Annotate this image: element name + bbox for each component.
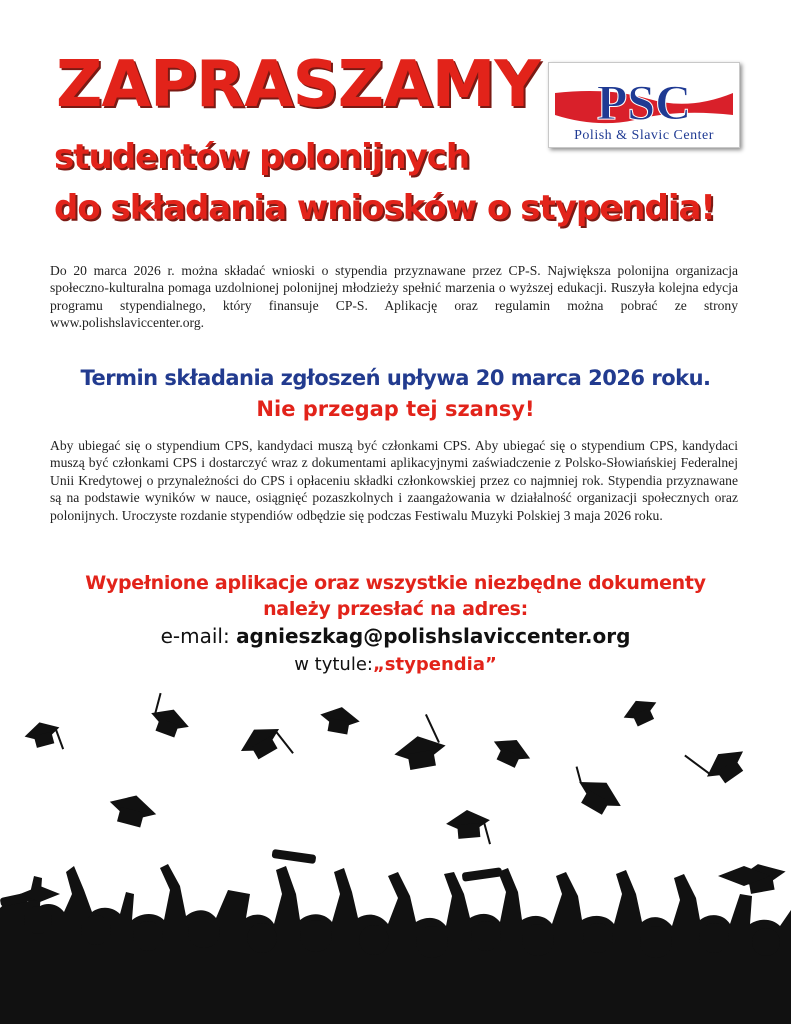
logo-caption: Polish & Slavic Center (574, 128, 714, 143)
head-icon (640, 926, 672, 958)
head-icon (247, 923, 277, 953)
head-icon (583, 923, 613, 953)
psc-logo-graphic (549, 63, 739, 147)
submission-instruction-2: należy przesłać na adres: (263, 598, 528, 620)
email-line (0, 624, 791, 648)
subject-label: w tytule: (294, 654, 373, 675)
submission-instruction: Wypełnione aplikacje oraz wszystkie niezbędne dokumenty (85, 572, 706, 594)
cap-icon (235, 719, 293, 776)
head-icon (359, 925, 389, 955)
head-icon (471, 921, 501, 951)
head-icon (24, 906, 52, 934)
cap-icon (488, 732, 535, 772)
graduates-silhouette (0, 680, 791, 1024)
cap-icon (685, 727, 752, 793)
intro-paragraph: Do 20 marca 2026 r. można składać wnioski o stypendia przyznawane przez CP-S. Największa polonijna organizacja społeczno-kulturalna pomaga uzdolnionej polonijnej młodzieży spełnić marzenia o wyższej edukacji. Ruszyła kolejna edycja programu stypendialnego, który finansuje CP-S. Aplikację oraz regulamin można pobrać ze strony www.polishslaviccenter.org. (50, 263, 738, 331)
cap-icon (22, 718, 65, 758)
headline-title: ZAPRASZAMY (56, 48, 540, 122)
email-address[interactable]: agnieszkag@polishslaviccenter.org (236, 624, 631, 648)
subject-line (0, 654, 791, 675)
cap-icon (318, 704, 362, 737)
head-icon (416, 926, 448, 958)
diploma-icon (272, 849, 317, 864)
head-icon (752, 928, 780, 956)
cap-icon (562, 766, 627, 821)
email-label: e-mail: (160, 624, 230, 648)
logo-acronym: PSC (596, 74, 692, 130)
diploma-icon (462, 867, 503, 881)
requirements-paragraph: Aby ubiegać się o stypendium CPS, kandydaci muszą być członkami CPS. Aby ubiegać się o stypendium CPS, kandydaci muszą być członkami CPS i dostarczyć wraz z dokumentami aplikacyjnymi zaświadczenie z Polsko-Słowiańskiej Federalnej Unii Kredytowej o przynależności do CPS i opłaceniu składki członkowskiej przez co najmniej rok. Stypendia przyznawane są na podstawie wyników w nauce, osiągnięć pozaszkolnych i zaangażowania w działalność organizacji społecznych oraz polonijnych. Uroczyste rozdanie stypendiów odbędzie się podczas Festiwalu Muzyki Polskiej 3 maja 2026 roku. (50, 438, 738, 523)
head-icon (699, 923, 729, 953)
head-icon (81, 915, 111, 945)
cap-icon (146, 692, 196, 740)
cap-icon (445, 808, 492, 848)
head-icon (133, 921, 163, 951)
head-icon (188, 916, 220, 948)
headline-subtitle: studentów polonijnych (54, 137, 470, 177)
psc-logo (548, 62, 740, 148)
head-icon (522, 924, 554, 956)
cap-icon (105, 789, 159, 830)
headline-subtitle-2: do składania wniosków o stypendia! (54, 188, 715, 228)
crowd-silhouette (0, 864, 791, 1024)
subject-value: „stypendia” (372, 654, 497, 675)
dont-miss-notice: Nie przegap tej szansy! (256, 397, 535, 421)
cap-icon (619, 693, 662, 730)
deadline-notice: Termin składania zgłoszeń upływa 20 marca 2026 roku. (80, 366, 711, 390)
cap-icon (388, 712, 448, 772)
head-icon (300, 920, 332, 952)
